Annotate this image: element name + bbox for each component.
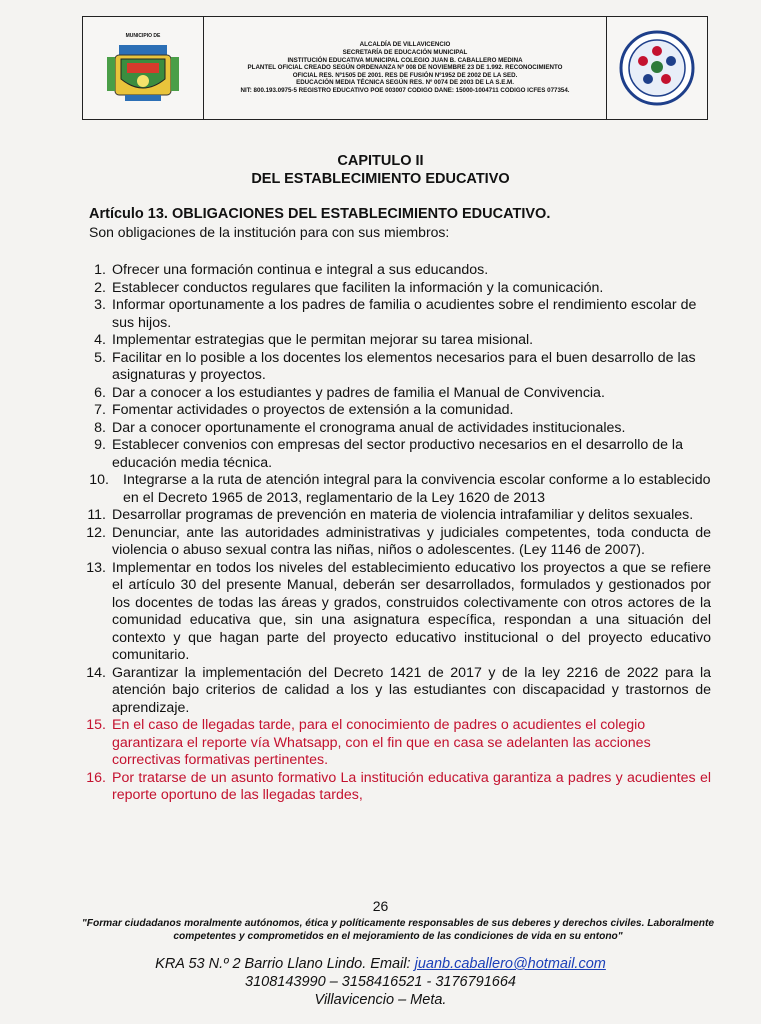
list-item	[78, 770, 711, 805]
item-text: Desarrollar programas de prevención en materia de violencia intrafamiliar y delitos sexuales.	[112, 507, 694, 523]
municipal-coat-of-arms-icon	[105, 41, 181, 103]
header-line-6: EDUCACIÓN MEDIA TÉCNICA SEGÚN RES. Nº 0074 DE 2003 DE LA S.E.M.	[296, 79, 514, 87]
item-number: 12.	[86, 524, 106, 541]
item-number: 14.	[86, 664, 106, 681]
list-item	[78, 665, 711, 718]
obligations-list	[78, 262, 711, 805]
item-text: En el caso de llegadas tarde, para el conocimiento de padres o acudientes el colegio garantizara el reporte vía Whatsapp, con el fin que en casa se adelanten las acciones correctivas formativas pertinentes.	[112, 717, 651, 768]
header-line-4: PLANTEL OFICIAL CREADO SEGÚN ORDENANZA Nº 008 DE NOVIEMBRE 23 DE 1.992. RECONOCIMIENTO	[247, 64, 563, 72]
item-text: Implementar estrategias que le permitan mejorar su tarea misional.	[112, 332, 534, 348]
list-item	[78, 560, 711, 665]
header-line-2: SECRETARÍA DE EDUCACIÓN MUNICIPAL	[342, 49, 468, 57]
letterhead	[82, 16, 708, 120]
address-line	[0, 955, 761, 973]
item-number: 5.	[94, 349, 106, 366]
item-number: 15.	[86, 717, 106, 733]
list-item	[78, 350, 711, 385]
list-item	[78, 525, 711, 560]
institution-info	[204, 17, 606, 119]
article-heading	[89, 206, 709, 241]
item-text: Denunciar, ante las autoridades administrativas y judiciales competentes, toda conducta de violencia o abuso sexual contra las niñas, niños o adolescentes. (Ley 1146 de 2007).	[112, 524, 711, 558]
item-number: 2.	[94, 279, 106, 296]
item-text: Facilitar en lo posible a los docentes los elementos necesarios para el buen desarrollo de las asignaturas y proyectos.	[112, 349, 696, 383]
item-number: 1.	[94, 262, 106, 278]
list-item	[78, 437, 711, 472]
item-text: Establecer conductos regulares que faciliten la información y la comunicación.	[112, 279, 604, 296]
item-text: Dar a conocer a los estudiantes y padres de familia el Manual de Convivencia.	[112, 384, 605, 401]
item-text: Implementar en todos los niveles del establecimiento educativo los proyectos a que se refiere el artículo 30 del presente Manual, deberán ser desarrollados, formulados y gestionados por los docentes de todas las áreas y grados, construidos colectivamente con otros actores de la comunidad educativa que, sin una asignatura específica, respondan a una situación del contexto y que hagan parte del proyecto educativo institucional o del proyecto educativo comunitario.	[112, 559, 711, 663]
header-line-3: INSTITUCIÓN EDUCATIVA MUNICIPAL COLEGIO JUAN B. CABALLERO MEDINA	[287, 56, 523, 64]
chapter-title: CAPITULO II	[337, 153, 424, 169]
contact-block	[0, 955, 761, 1009]
item-number: 8.	[94, 419, 106, 436]
item-number: 4.	[94, 332, 106, 348]
item-text: Por tratarse de un asunto formativo La institución educativa garantiza a padres y acudientes el reporte oportuno de las llegadas tardes,	[112, 769, 711, 803]
school-seal-icon	[618, 29, 696, 107]
institutional-slogan	[40, 917, 756, 943]
item-text: Integrarse a la ruta de atención integral para la convivencia escolar conforme a lo establecido en el Decreto 1965 de 2013, reglamentario de la Ley 1620 de 2013	[123, 472, 711, 506]
item-text: Ofrecer una formación continua e integral a sus educandos.	[112, 262, 489, 278]
list-item	[78, 332, 711, 350]
article-intro: Son obligaciones de la institución para con sus miembros:	[89, 223, 450, 240]
city-line: Villavicencio – Meta.	[314, 992, 447, 1008]
item-text: Fomentar actividades o proyectos de extensión a la comunidad.	[112, 402, 514, 418]
list-item	[78, 262, 711, 280]
list-item	[78, 717, 711, 770]
municipio-label: MUNICIPIO DE	[125, 33, 161, 39]
item-text: Garantizar la implementación del Decreto 1421 de 2017 y de la ley 2216 de 2022 para la atención bajo criterios de calidad a los y las estudiantes con discapacidad y trastornos de aprendizaje.	[112, 664, 711, 716]
school-seal-cell	[606, 17, 707, 119]
item-number: 3.	[94, 297, 106, 313]
item-number: 7.	[94, 402, 106, 418]
phones-line: 3108143990 – 3158416521 - 3176791664	[245, 974, 516, 990]
chapter-subtitle: DEL ESTABLECIMIENTO EDUCATIVO	[251, 171, 510, 187]
list-item	[78, 280, 711, 298]
slogan-line-2: competentes y comprometidos en el mejoramiento de las condiciones de vida en su entono"	[173, 931, 623, 942]
item-text: Establecer convenios con empresas del sector productivo necesarios en el desarrollo de la educación media técnica.	[112, 437, 683, 471]
list-item	[78, 297, 711, 332]
item-number: 13.	[86, 559, 106, 576]
page-number: 26	[372, 898, 389, 914]
header-line-7: NIT: 800.193.0975-5 REGISTRO EDUCATIVO POE 003007 CODIGO DANE: 15000-1004711 CODIGO ICFES 077354.	[240, 86, 570, 94]
address-text: KRA 53 N.º 2 Barrio Llano Lindo. Email:	[155, 956, 415, 972]
email-link[interactable]: juanb.caballero@hotmail.com	[414, 956, 606, 972]
list-item	[78, 507, 711, 525]
item-number: 11.	[87, 507, 106, 523]
item-number: 16.	[86, 769, 106, 786]
header-line-1: ALCALDÍA DE VILLAVICENCIO	[359, 41, 451, 49]
slogan-line-1: "Formar ciudadanos moralmente autónomos, ética y políticamente responsables de sus deberes y derechos civiles. Laboralmente	[81, 918, 715, 929]
list-item	[78, 472, 711, 507]
item-text: Informar oportunamente a los padres de familia o acudientes sobre el rendimiento escolar de sus hijos.	[112, 297, 697, 331]
municipal-logo-cell	[83, 17, 204, 119]
item-number: 6.	[94, 384, 106, 401]
item-text: Dar a conocer oportunamente el cronograma anual de actividades institucionales.	[112, 419, 626, 436]
article-title: Artículo 13. OBLIGACIONES DEL ESTABLECIMIENTO EDUCATIVO.	[89, 206, 551, 222]
item-number: 9.	[94, 437, 106, 453]
list-item	[78, 385, 711, 403]
header-line-5: OFICIAL RES. Nº1505 DE 2001. RES DE FUSIÓN Nº1952 DE 2002 DE LA SED.	[292, 71, 518, 79]
item-number: 10.	[89, 472, 109, 488]
list-item	[78, 420, 711, 438]
list-item	[78, 402, 711, 420]
